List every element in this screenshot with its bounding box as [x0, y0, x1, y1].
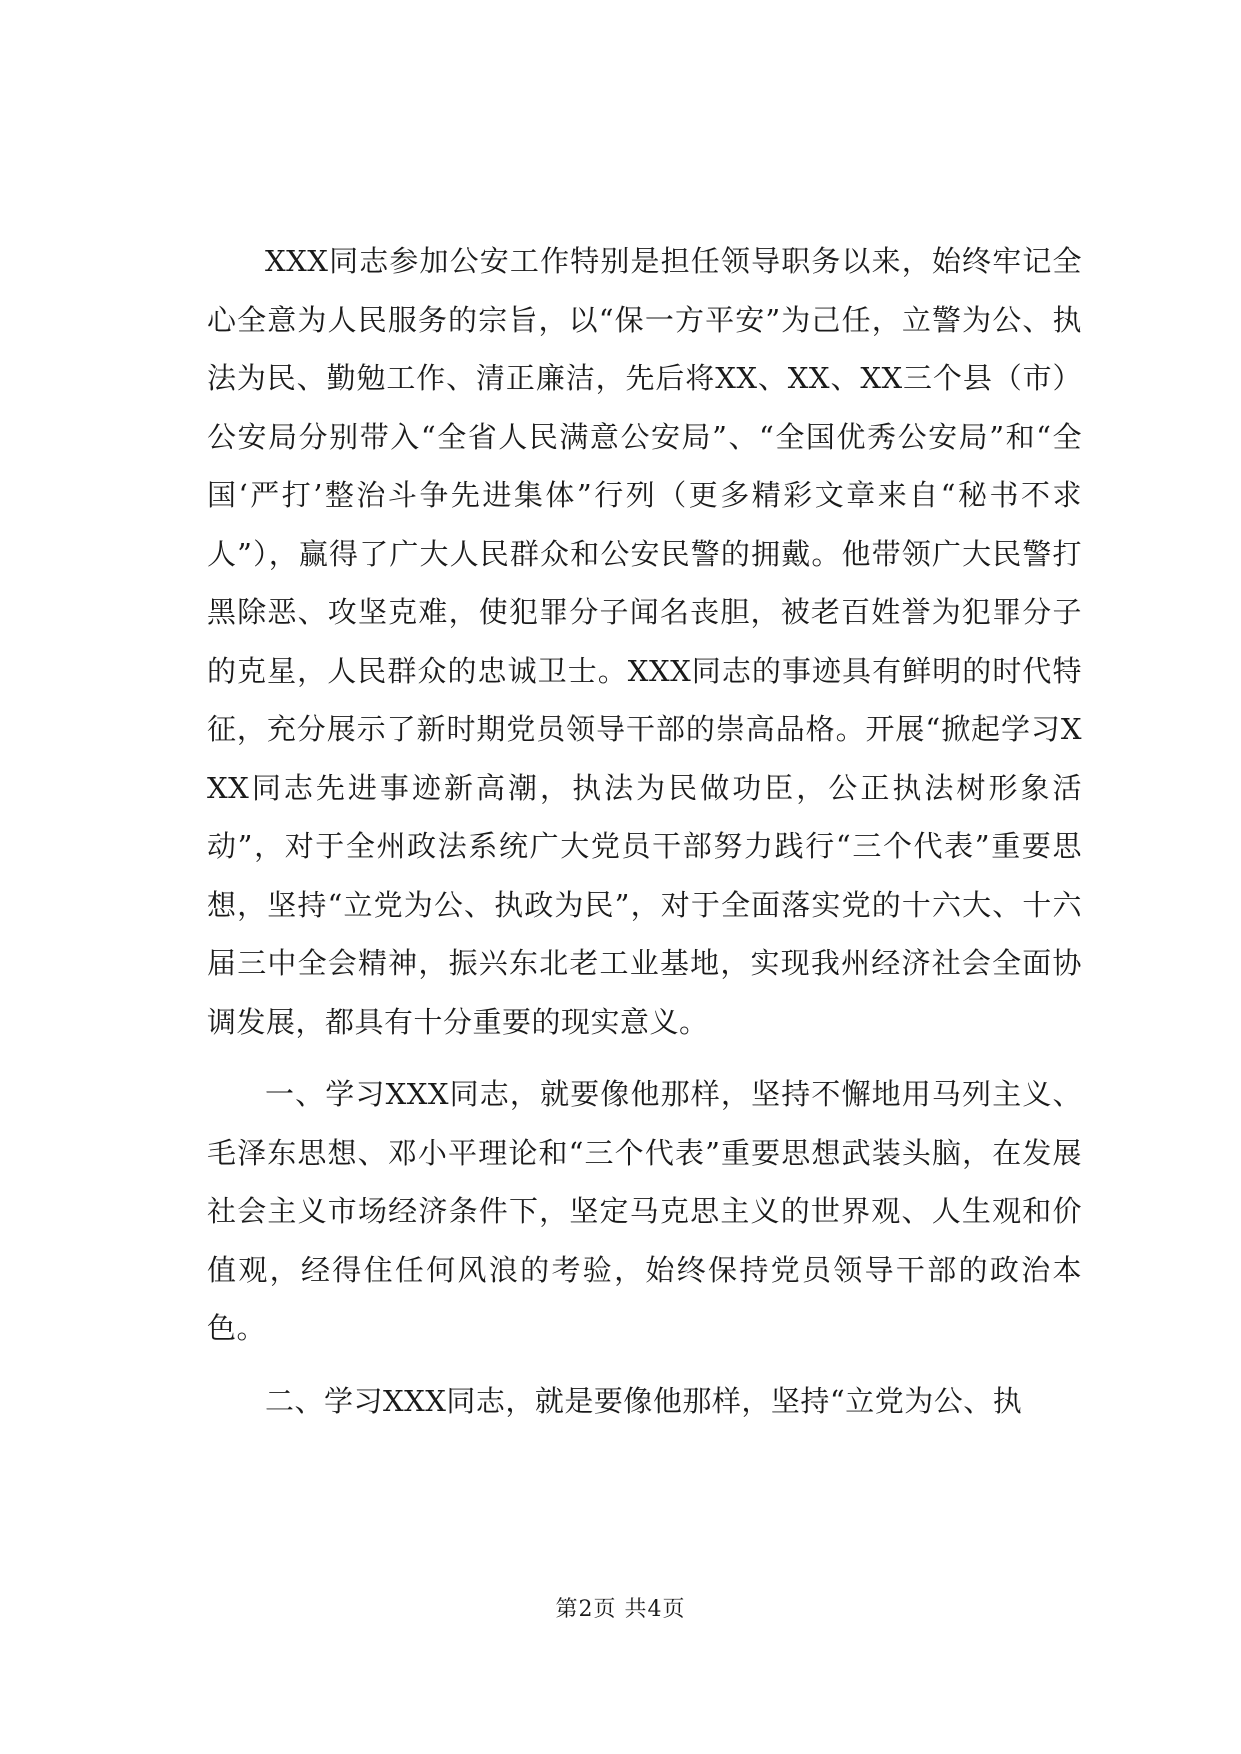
page-footer: 第2页 共4页	[555, 1597, 686, 1622]
paragraph-intro: XXX同志参加公安工作特别是担任领导职务以来，始终牢记全心全意为人民服务的宗旨，以“保一方平安”为己任，立警为公、执法为民、勤勉工作、清正廉洁，先后将XX、XX、XX三个县（市）公安局分别带入“全省人民满意公安局”、“全国优秀公安局”和“全国‘严打’整治斗争先进集体”行列（更多精彩文章来自“秘书不求人”），赢得了广大人民群众和公安民警的拥戴。他带领广大民警打黑除恶、攻坚克难，使犯罪分子闻名丧胆，被老百姓誉为犯罪分子的克星，人民群众的忠诚卫士。XXX同志的事迹具有鲜明的时代特征，充分展示了新时期党员领导干部的崇高品格。开展“掀起学习XXX同志先进事迹新高潮，执法为民做功臣，公正执法树形象活动”，对于全州政法系统广大党员干部努力践行“三个代表”重要思想，坚持“立党为公、执政为民”，对于全面落实党的十六大、十六届三中全会精神，振兴东北老工业基地，实现我州经济社会全面协调发展，都具有十分重要的现实意义。	[207, 244, 1082, 1039]
document-body	[207, 232, 1082, 1444]
paragraph-point-two: 二、学习XXX同志，就是要像他那样，坚持“立党为公、执	[265, 1383, 1023, 1418]
paragraph-point-one: 一、学习XXX同志，就要像他那样，坚持不懈地用马列主义、毛泽东思想、邓小平理论和“三个代表”重要思想武装头脑，在发展社会主义市场经济条件下，坚定马克思主义的世界观、人生观和价值观，经得住任何风浪的考验，始终保持党员领导干部的政治本色。	[207, 1077, 1082, 1345]
